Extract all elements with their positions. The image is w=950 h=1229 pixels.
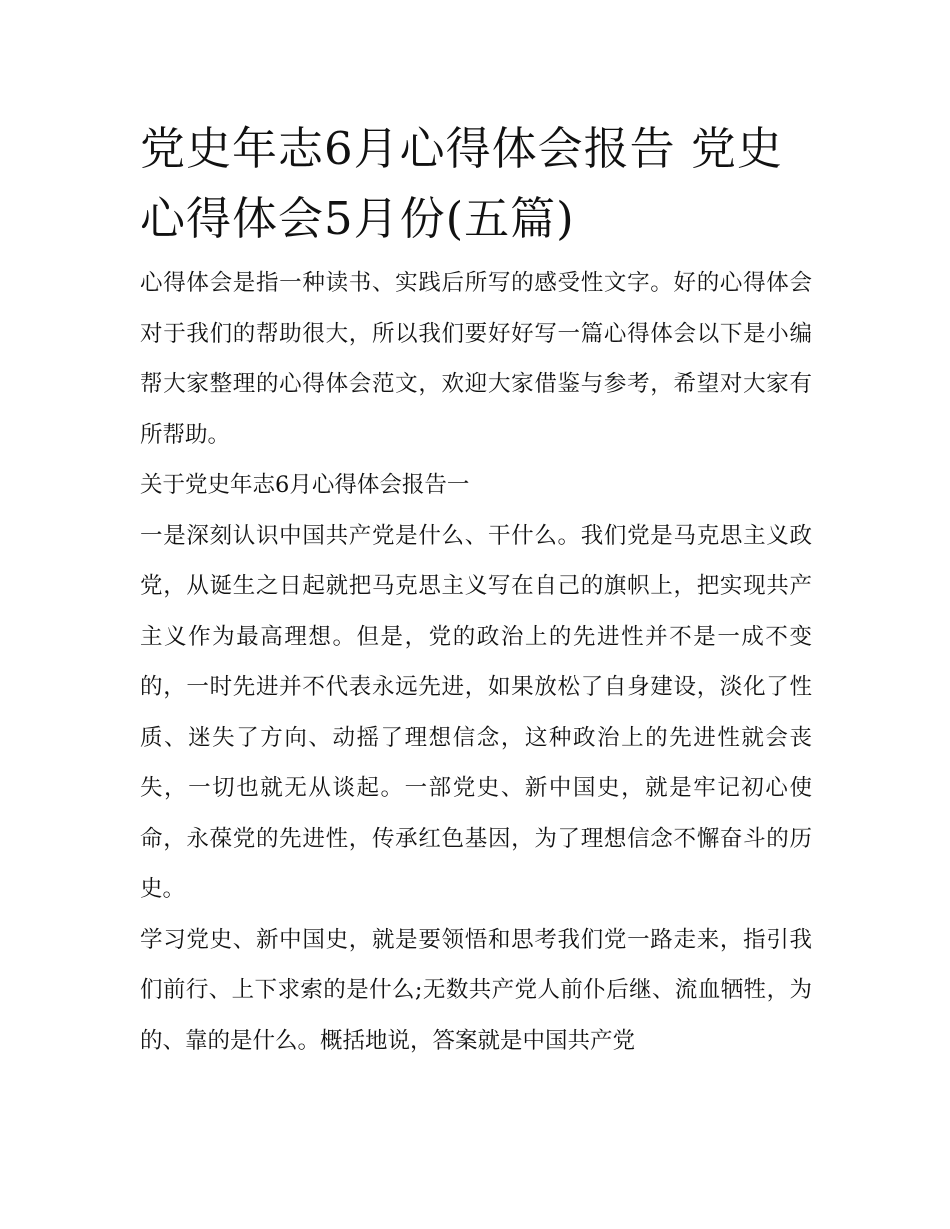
body-paragraph-2: 学习党史、新中国史，就是要领悟和思考我们党一路走来，指引我们前行、上下求索的是什么;无数共产党人前仆后继、流血牺牲，为的、靠的是什么。概括地说，答案就是中国共产党 (140, 926, 812, 1054)
body-paragraph-1: 一是深刻认识中国共产党是什么、干什么。我们党是马克思主义政党，从诞生之日起就把马克思主义写在自己的旗帜上，把实现共产主义作为最高理想。但是，党的政治上的先进性并不是一成不变的，一时先进并不代表永远先进，如果放松了自身建设，淡化了性质、迷失了方向、动摇了理想信念，这种政治上的先进性就会丧失，一切也就无从谈起。一部党史、新中国史，就是牢记初心使命，永葆党的先进性，传承红色基因，为了理想信念不懈奋斗的历史。 (140, 522, 812, 902)
document-title: 党史年志6月心得体会报告 党史心得体会5月份(五篇) (140, 122, 783, 245)
intro-paragraph: 心得体会是指一种读书、实践后所写的感受性文字。好的心得体会对于我们的帮助很大，所以我们要好好写一篇心得体会以下是小编帮大家整理的心得体会范文，欢迎大家借鉴与参考，希望对大家有所帮助。 (140, 270, 812, 448)
section-heading: 关于党史年志6月心得体会报告一 (140, 472, 470, 498)
document-body (140, 114, 812, 1066)
